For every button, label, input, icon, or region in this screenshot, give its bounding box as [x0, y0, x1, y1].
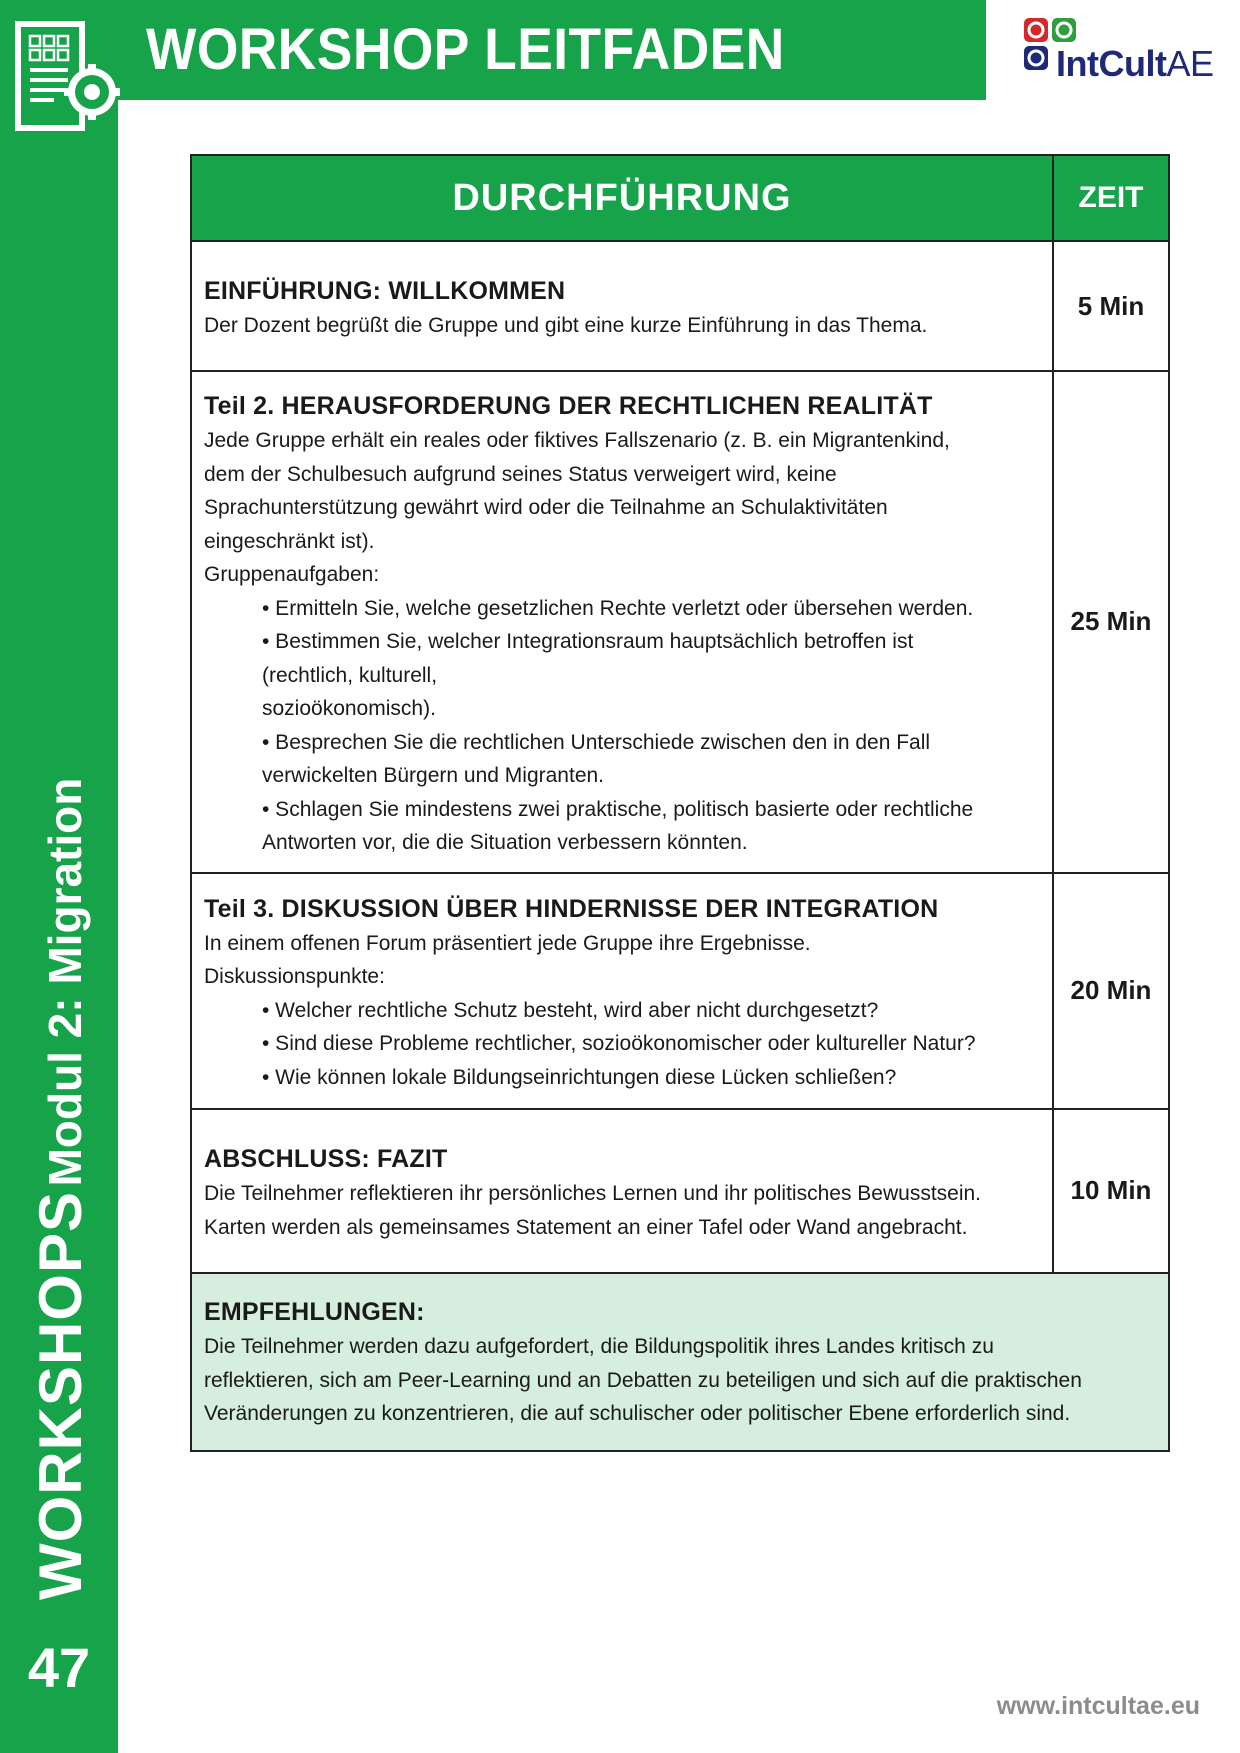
recommendations-text: reflektieren, sich am Peer-Learning und an Debatten zu beteiligen und sich auf die praktischen: [204, 1368, 1082, 1392]
row-text: Gruppenaufgaben:: [204, 563, 380, 586]
sidebar-vertical-label: [26, 778, 95, 1600]
bullet-item: • Sind diese Probleme rechtlicher, sozioökonomischer oder kultureller Natur?: [262, 1032, 976, 1056]
row-content: [191, 241, 1053, 371]
row-text: Sprachunterstützung gewährt wird oder die Teilnahme an Schulaktivitäten: [204, 496, 888, 519]
header-zeit: ZEIT: [1053, 155, 1169, 241]
bullet-item: Antworten vor, die die Situation verbessern könnten.: [262, 831, 748, 854]
bullet-item: • Welcher rechtliche Schutz besteht, wird aber nicht durchgesetzt?: [262, 998, 879, 1022]
row-text: Karten werden als gemeinsames Statement an einer Tafel oder Wand angebracht.: [204, 1215, 968, 1239]
document-gear-icon: [14, 20, 120, 132]
bullet-item: • Ermitteln Sie, welche gesetzlichen Rechte verletzt oder übersehen werden.: [262, 596, 974, 620]
header-durchfuehrung: DURCHFÜHRUNG: [191, 155, 1053, 241]
page-number: 47: [27, 1636, 91, 1699]
table-row: [191, 241, 1169, 371]
recommendations-title: EMPFEHLUNGEN:: [204, 1298, 425, 1327]
row-title: ABSCHLUSS: FAZIT: [204, 1145, 448, 1173]
page-title: WORKSHOP LEITFADEN: [146, 17, 785, 82]
row-content: [191, 371, 1053, 873]
table-row: [191, 371, 1169, 873]
row-time: 5 Min: [1053, 241, 1169, 371]
row-time: 20 Min: [1053, 873, 1169, 1109]
bullet-item: verwickelten Bürgern und Migranten.: [262, 764, 605, 787]
table-row: [191, 873, 1169, 1109]
workshops-label: WORKSHOPS: [27, 1190, 94, 1600]
row-text: Der Dozent begrüßt die Gruppe und gibt eine kurze Einführung in das Thema.: [204, 314, 928, 338]
row-time: 25 Min: [1053, 371, 1169, 873]
row-text: In einem offenen Forum präsentiert jede Gruppe ihre Ergebnisse.: [204, 931, 811, 955]
row-text: dem der Schulbesuch aufgrund seines Status verweigert wird, keine: [204, 462, 837, 486]
bullet-item: • Wie können lokale Bildungseinrichtungen diese Lücken schließen?: [262, 1065, 897, 1089]
recommendations-text: Die Teilnehmer werden dazu aufgefordert, die Bildungspolitik ihres Landes kritisch zu: [204, 1335, 994, 1359]
recommendations-box: [191, 1273, 1169, 1451]
bullet-item: (rechtlich, kulturell,: [262, 663, 438, 687]
row-content: [191, 873, 1053, 1109]
bullet-item: • Bestimmen Sie, welcher Integrationsraum hauptsächlich betroffen ist: [262, 630, 914, 653]
logo-text: IntCultAE: [1056, 43, 1214, 84]
bullet-list: [204, 994, 1040, 1095]
bullet-item: sozioökonomisch).: [262, 697, 436, 720]
row-time: 10 Min: [1053, 1109, 1169, 1273]
row-text: eingeschränkt ist).: [204, 529, 375, 553]
module-label: Modul 2: Migration: [39, 777, 91, 1187]
row-title: Teil 2. HERAUSFORDERUNG DER RECHTLICHEN REALITÄT: [204, 392, 933, 420]
website-link[interactable]: www.intcultae.eu: [996, 1692, 1200, 1720]
row-title: EINFÜHRUNG: WILLKOMMEN: [204, 277, 566, 306]
workshop-plan-table: [190, 154, 1170, 1452]
bullet-item: • Besprechen Sie die rechtlichen Unterschiede zwischen den in den Fall: [262, 730, 931, 754]
bullet-item: • Schlagen Sie mindestens zwei praktische, politisch basierte oder rechtliche: [262, 797, 974, 821]
row-content: [191, 1109, 1053, 1273]
table-row: [191, 1109, 1169, 1273]
recommendations-text: Veränderungen zu konzentrieren, die auf schulischer oder politischer Ebene erforderlich sind.: [204, 1402, 1071, 1426]
bullet-list: [204, 592, 1040, 860]
row-text: Jede Gruppe erhält ein reales oder fiktives Fallszenario (z. B. ein Migrantenkind,: [204, 429, 950, 452]
row-text: Diskussionspunkte:: [204, 965, 385, 989]
row-title: Teil 3. DISKUSSION ÜBER HINDERNISSE DER INTEGRATION: [204, 894, 939, 923]
table-header-row: [191, 155, 1169, 241]
recommendations-row: [191, 1273, 1169, 1451]
row-text: Die Teilnehmer reflektieren ihr persönliches Lernen und ihr politisches Bewusstsein.: [204, 1182, 982, 1205]
